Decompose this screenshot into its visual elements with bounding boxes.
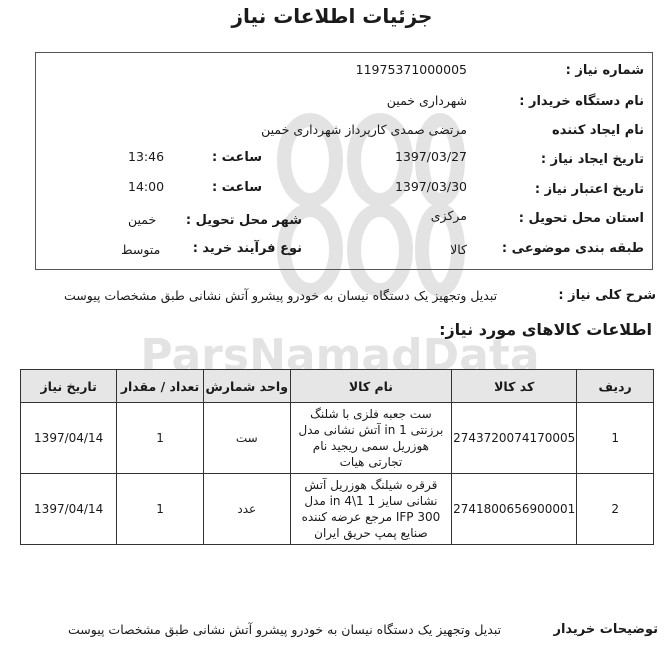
- valid-time-value: 14:00: [128, 179, 165, 194]
- process-label: نوع فرآیند خرید :: [192, 241, 302, 256]
- need-info-box: [35, 52, 653, 270]
- col-header-unit: واحد شمارش: [203, 370, 290, 403]
- create-time-value: 13:46: [128, 149, 165, 164]
- city-value: خمین: [128, 212, 157, 227]
- page-title: جزئیات اطلاعات نیاز: [231, 4, 433, 28]
- col-header-code: کد کالا: [452, 370, 577, 403]
- items-table: [20, 369, 654, 545]
- need-number-value: 11975371000005: [355, 62, 467, 77]
- cell-goods-name: قرقره شیلنگ هوزریل آتش نشانی سایز 1 1\4 in مدل IFP 300 مرجع عرضه کننده صنایع پمپ حریق ایران: [290, 474, 451, 545]
- category-label: طبقه بندی موضوعی :: [501, 241, 644, 256]
- general-desc-label: شرح کلی نیاز :: [558, 288, 656, 303]
- col-header-date: تاریخ نیاز: [21, 370, 117, 403]
- col-header-name: نام کالا: [290, 370, 451, 403]
- table-row: [21, 403, 654, 474]
- cell-goods-code: 2741800656900001: [452, 474, 577, 545]
- category-value: کالا: [450, 242, 467, 257]
- cell-row-number: 2: [577, 474, 654, 545]
- valid-date-label: تاریخ اعتبار نیاز :: [534, 182, 644, 197]
- cell-goods-code: 2743720074170005: [452, 403, 577, 474]
- buyer-label: نام دستگاه خریدار :: [519, 94, 644, 109]
- cell-quantity: 1: [117, 474, 204, 545]
- svg-text:ParsNamadData: ParsNamadData: [140, 330, 540, 381]
- process-value: متوسط: [121, 242, 161, 257]
- valid-date-value: 1397/03/30: [394, 179, 467, 194]
- cell-unit: ست: [203, 403, 290, 474]
- buyer-value: شهرداری خمین: [386, 93, 467, 108]
- cell-need-date: 1397/04/14: [21, 474, 117, 545]
- table-header-row: [21, 370, 654, 403]
- buyer-notes-value: تبدیل وتجهیز یک دستگاه نیسان به خودرو پیشرو آتش نشانی طبق مشخصات پیوست: [68, 622, 502, 637]
- col-header-row: ردیف: [577, 370, 654, 403]
- create-time-label: ساعت :: [211, 150, 262, 165]
- province-value: مرکزی: [430, 208, 467, 223]
- province-label: استان محل تحویل :: [518, 211, 644, 226]
- cell-unit: عدد: [203, 474, 290, 545]
- cell-row-number: 1: [577, 403, 654, 474]
- items-section-title: اطلاعات کالاهای مورد نیاز:: [439, 320, 652, 339]
- buyer-notes-label: توضیحات خریدار: [553, 622, 658, 637]
- cell-goods-name: ست جعبه فلزی با شلنگ برزنتی 1 in آتش نشانی مدل هوزریل سمی ریجید نام تجارتی هیات: [290, 403, 451, 474]
- creator-label: نام ایجاد کننده: [552, 123, 644, 138]
- general-desc-value: تبدیل وتجهیز یک دستگاه نیسان به خودرو پیشرو آتش نشانی طبق مشخصات پیوست: [64, 288, 498, 303]
- cell-quantity: 1: [117, 403, 204, 474]
- create-date-label: تاریخ ایجاد نیاز :: [540, 152, 644, 167]
- create-date-value: 1397/03/27: [394, 149, 467, 164]
- cell-need-date: 1397/04/14: [21, 403, 117, 474]
- need-number-label: شماره نیاز :: [565, 63, 644, 78]
- table-row: [21, 474, 654, 545]
- creator-value: مرتضی صمدی کارپرداز شهرداری خمین: [261, 122, 467, 137]
- valid-time-label: ساعت :: [211, 180, 262, 195]
- city-label: شهر محل تحویل :: [185, 213, 302, 228]
- col-header-qty: تعداد / مقدار: [117, 370, 204, 403]
